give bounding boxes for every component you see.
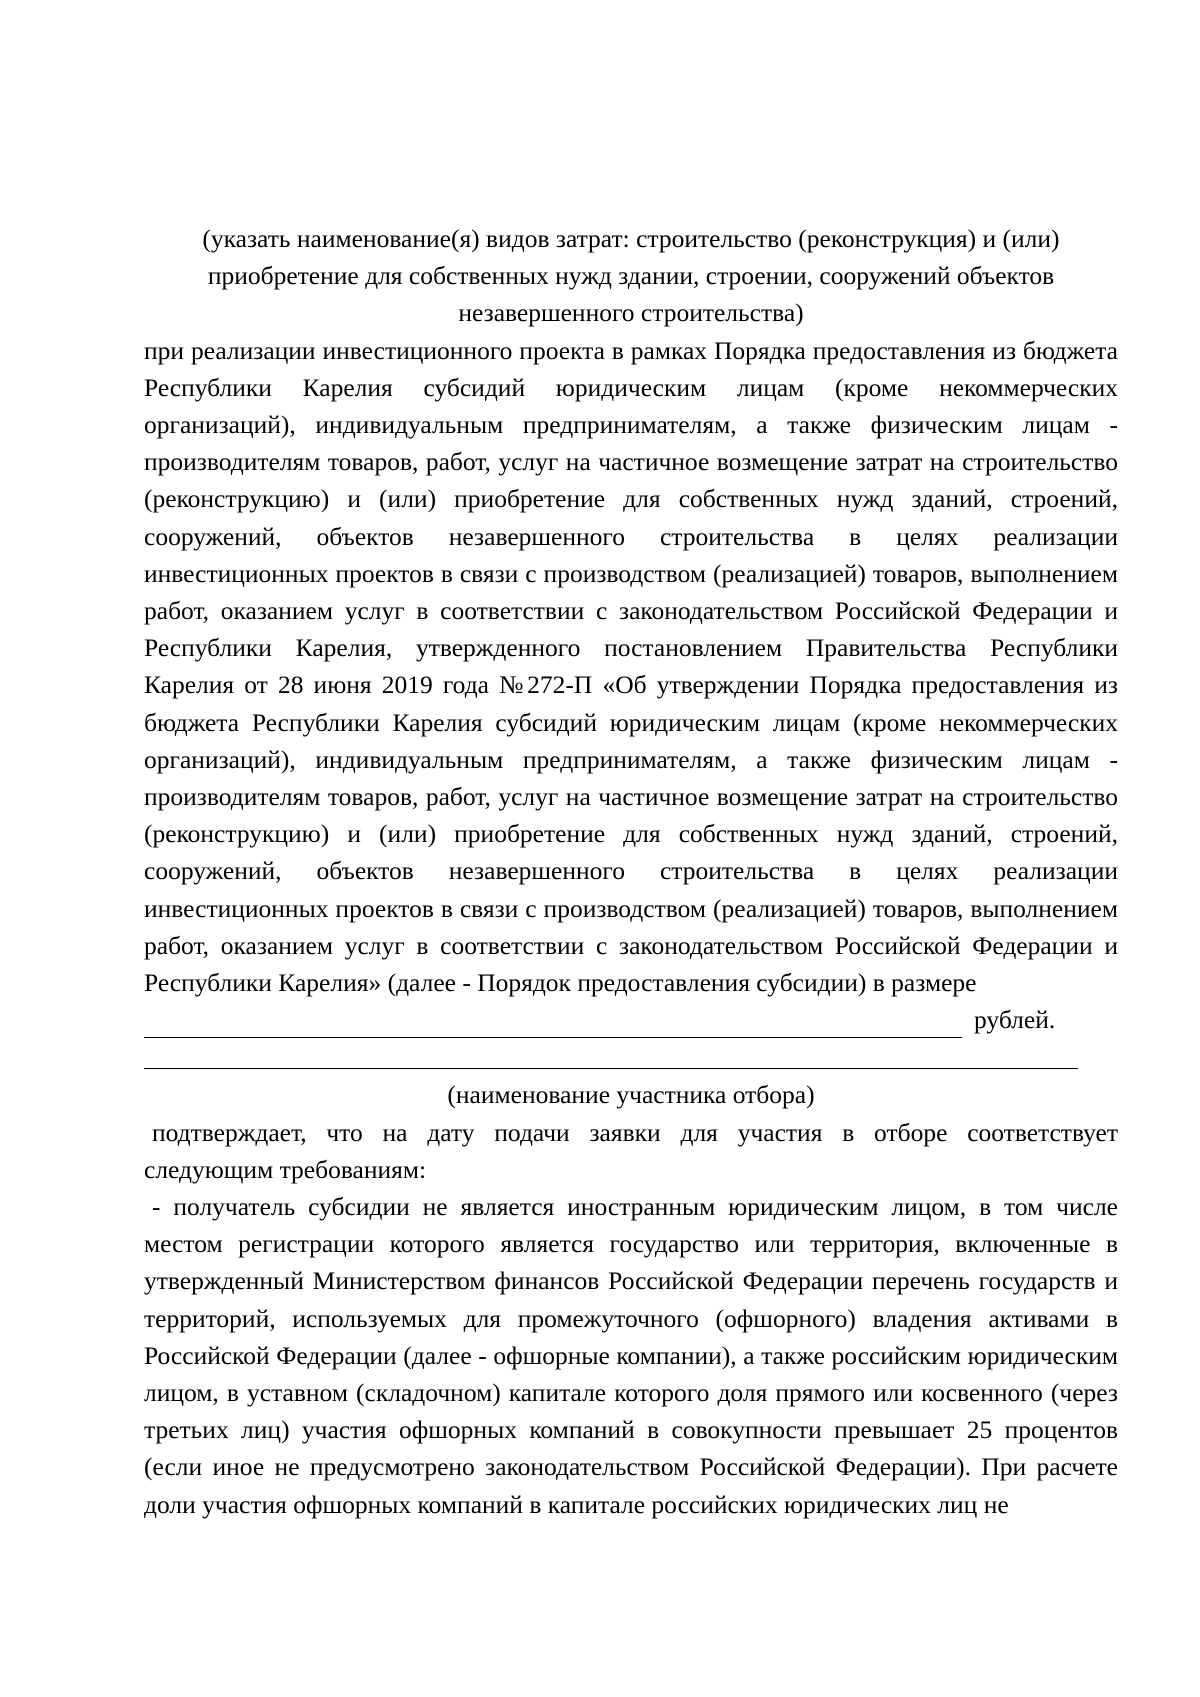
cost-types-note-line-1: (указать наименование(я) видов затрат: строительство (реконструкция) и (или) (202, 224, 1060, 253)
amount-unit-label: рублей. (974, 1005, 1056, 1035)
subsidy-amount-row (144, 1001, 1118, 1038)
cost-types-note-line-3: незавершенного строительства) (458, 298, 804, 328)
investment-project-paragraph: при реализации инвестиционного проекта в рамках Порядка предоставления из бюджета Республики Карелия субсидий юридическим лицам (кроме некоммерческих организаций), индивидуальным предпринимателям, а также физическим лицам - производителям товаров, работ, услуг на частичное возмещение затрат на строительство (реконструкцию) и (или) приобретение для собственных нужд зданий, строений, сооружений, объектов незавершенного строительства в целях реализации инвестиционных проектов в связи с производством (реализацией) товаров, выполнением работ, оказанием услуг в соответствии с законодательством Российской Федерации и Республики Карелия, утвержденного постановлением Правительства Республики Карелия от 28 июня 2019 года №272-П «Об утверждении Порядка предоставления из бюджета Республики Карелия субсидий юридическим лицам (кроме некоммерческих организаций), индивидуальным предпринимателям, а также физическим лицам - производителям товаров, работ, услуг на частичное возмещение затрат на строительство (реконструкцию) и (или) приобретение для собственных нужд зданий, строений, сооружений, объектов незавершенного строительства в целях реализации инвестиционных проектов в связи с производством (реализацией) товаров, выполнением работ, оказанием услуг в соответствии с законодательством Российской Федерации и Республики Карелия» (далее - Порядок предоставления субсидии) в размере (144, 335, 1118, 998)
cost-types-note (144, 220, 1118, 332)
cost-types-note-line-2: приобретение для собственных нужд здании, строении, сооружений объектов (207, 261, 1055, 291)
confirmation-paragraph: подтверждает, что на дату подачи заявки для участия в отборе соответствует следующим требованиям: (144, 1117, 1118, 1184)
participant-caption: (наименование участника отбора) (447, 1080, 815, 1110)
requirement-paragraph: - получатель субсидии не является иностранным юридическим лицом, в том числе местом регистрации которого является государство или территория, включенные в утвержденный Министерством финансов Российской Федерации перечень государств и территорий, используемых для промежуточного (офшорного) владения активами в Российской Федерации (далее - офшорные компании), а также российским юридическим лицом, в уставном (складочном) капитале которого доля прямого или косвенного (через третьих лиц) участия офшорных компаний в совокупности превышает 25 процентов (если иное не предусмотрено законодательством Российской Федерации). При расчете доли участия офшорных компаний в капитале российских юридических лиц не (144, 1192, 1118, 1519)
document-page (144, 220, 1118, 1523)
participant-name-blank (144, 1038, 1078, 1069)
subsidy-amount-blank (144, 1007, 962, 1038)
